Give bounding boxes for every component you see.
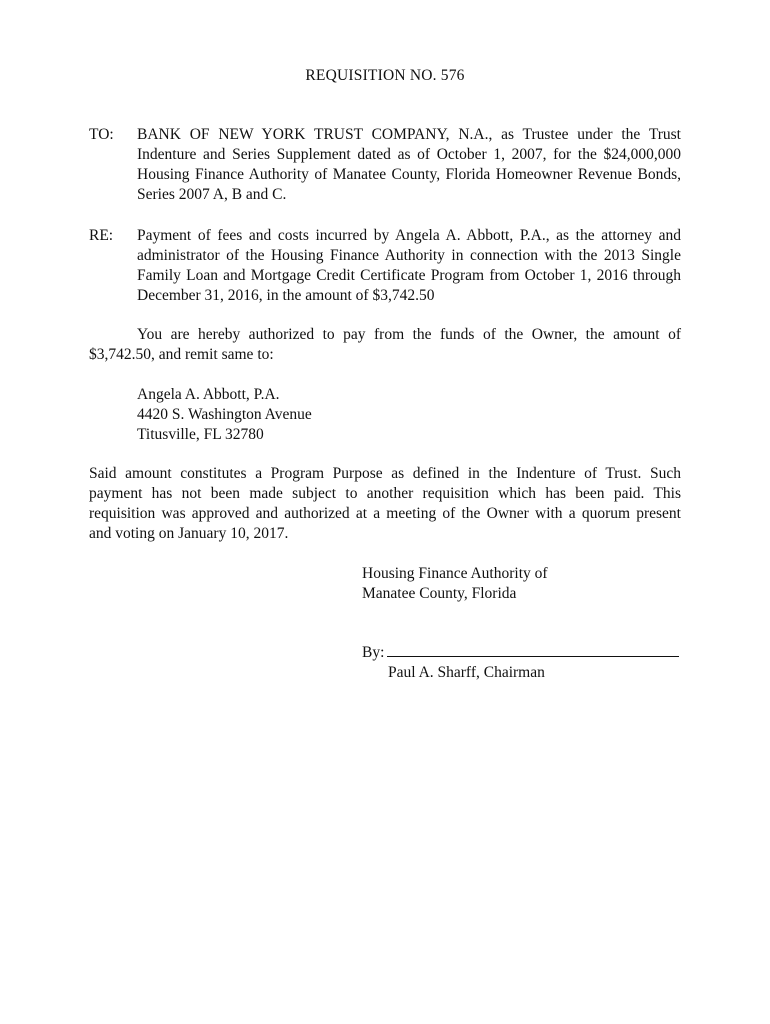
payee-city: Titusville, FL 32780 — [137, 426, 264, 443]
re-body — [137, 226, 681, 306]
statement-line: Said amount constitutes a Program Purpose as defined in the Indenture of Trust. Such — [89, 465, 681, 482]
authorization-line: $3,742.50, and remit same to: — [89, 346, 274, 363]
authorization-paragraph — [89, 325, 681, 365]
by-label: By: — [362, 644, 385, 661]
payee-street: 4420 S. Washington Avenue — [137, 406, 312, 423]
statement-line: payment has not been made subject to another requisition which has been paid. This — [89, 485, 681, 502]
re-section — [89, 226, 681, 306]
re-line: administrator of the Housing Finance Authority in connection with the 2013 Single — [137, 247, 681, 264]
re-line: Payment of fees and costs incurred by Angela A. Abbott, P.A., as the attorney and — [137, 227, 681, 244]
signature-rule — [387, 643, 679, 657]
payee-address — [137, 385, 312, 445]
to-line: Indenture and Series Supplement dated as of October 1, 2007, for the $24,000,000 — [137, 146, 681, 163]
signature-line — [362, 643, 679, 663]
to-line: Series 2007 A, B and C. — [137, 186, 287, 203]
to-body — [137, 125, 681, 205]
re-line: December 31, 2016, in the amount of $3,742.50 — [137, 287, 435, 304]
to-line: Housing Finance Authority of Manatee County, Florida Homeowner Revenue Bonds, — [137, 166, 681, 183]
document-title: REQUISITION NO. 576 — [305, 67, 465, 84]
statement-line: requisition was approved and authorized at a meeting of the Owner with a quorum present — [89, 505, 681, 522]
re-label: RE: — [89, 227, 114, 244]
statement-line: and voting on January 10, 2017. — [89, 525, 289, 542]
payee-name: Angela A. Abbott, P.A. — [137, 386, 280, 403]
to-label: TO: — [89, 126, 114, 143]
organization-line: Manatee County, Florida — [362, 585, 517, 602]
to-section — [89, 125, 681, 205]
statement-paragraph — [89, 464, 681, 544]
to-line: BANK OF NEW YORK TRUST COMPANY, N.A., as Trustee under the Trust — [137, 126, 681, 143]
authorization-line: You are hereby authorized to pay from the funds of the Owner, the amount of — [137, 326, 681, 343]
re-line: Family Loan and Mortgage Credit Certificate Program from October 1, 2016 through — [137, 267, 681, 284]
signature-organization — [362, 564, 548, 604]
organization-line: Housing Finance Authority of — [362, 565, 548, 582]
signer-name: Paul A. Sharff, Chairman — [388, 664, 545, 681]
